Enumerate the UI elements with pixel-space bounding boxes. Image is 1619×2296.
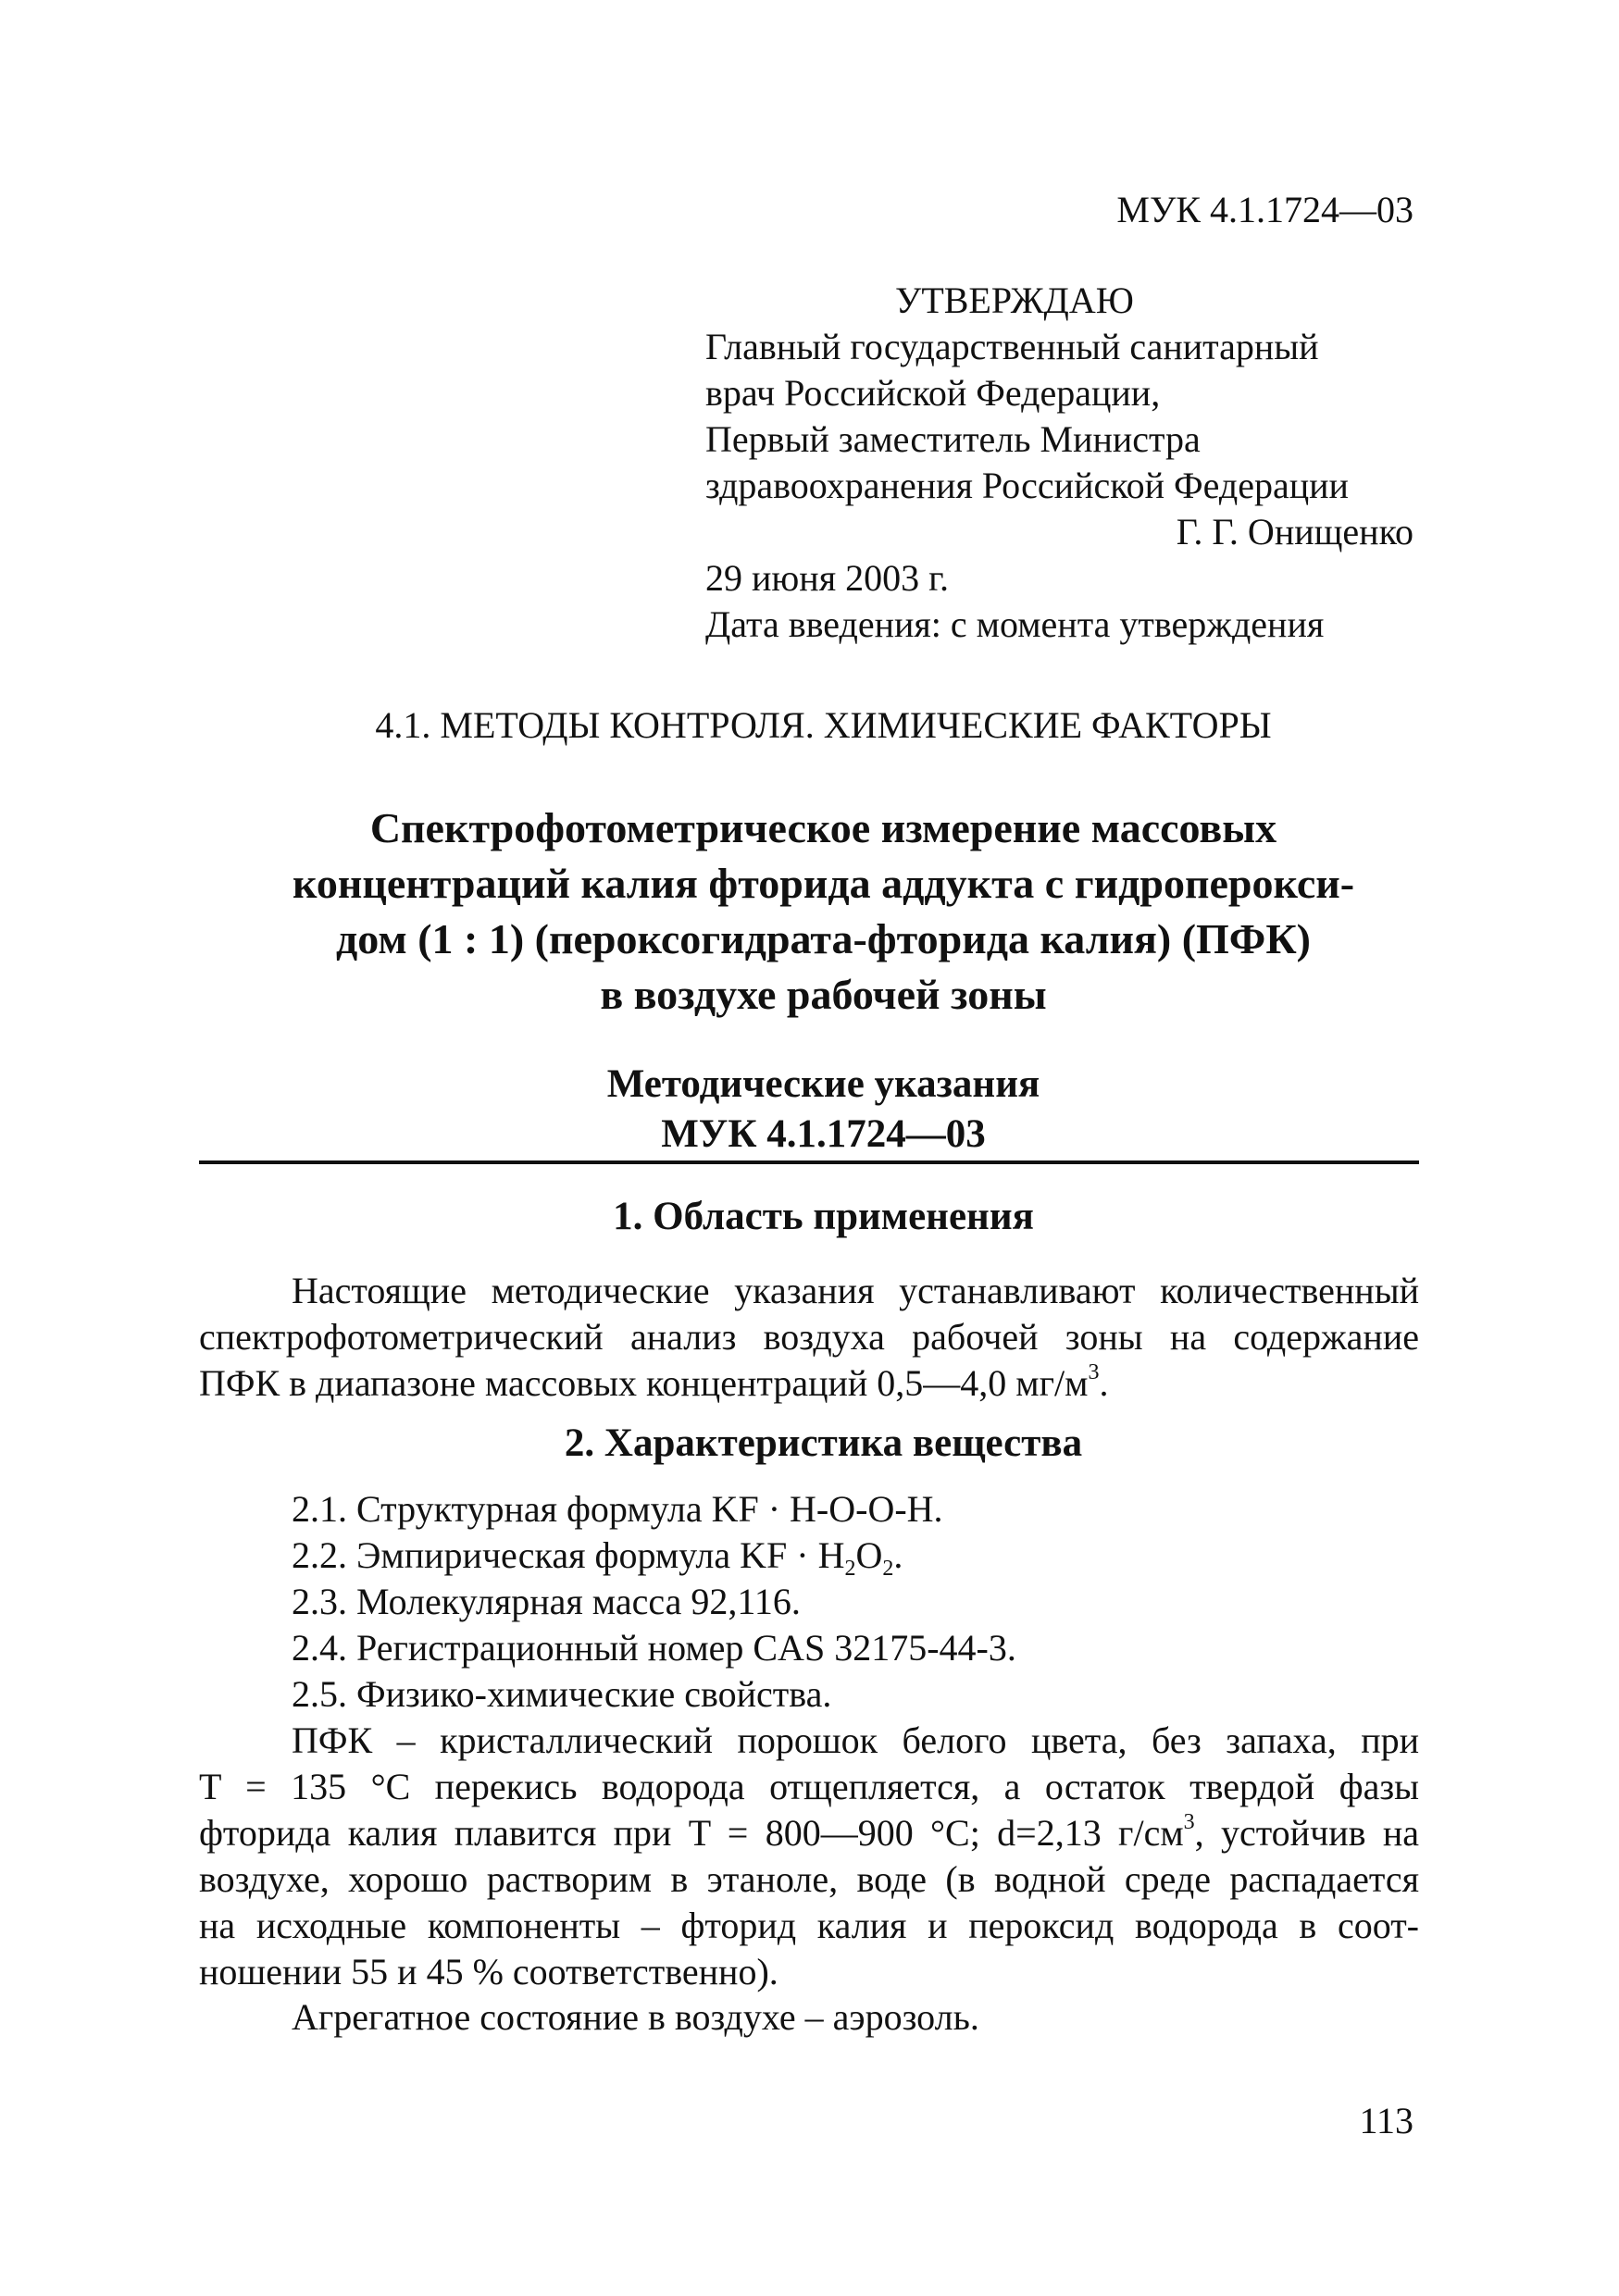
document-title bbox=[0, 800, 1619, 1023]
introduction-date: Дата введения: с момента утверждения bbox=[705, 603, 1325, 645]
paragraph-line: воздухе, хорошо растворим в этаноле, воде (в водной среде распадается bbox=[199, 1858, 1419, 1900]
paragraph-line: T = 135 °C перекись водорода отщепляется, а остаток твердой фазы bbox=[199, 1766, 1419, 1807]
paragraph-line: спектрофотометрический анализ воздуха рабочей зоны на содержание bbox=[199, 1316, 1419, 1358]
document-subtitle bbox=[0, 1060, 1619, 1160]
paragraph-line: ношении 55 и 45 % соответственно). bbox=[199, 1951, 778, 1992]
section-1-paragraph bbox=[199, 1268, 1419, 1407]
title-line: Спектрофотометрическое измерение массовых bbox=[369, 804, 1277, 851]
list-item: 2.3. Молекулярная масса 92,116. bbox=[292, 1581, 801, 1622]
approval-line: Первый заместитель Министра bbox=[705, 418, 1201, 460]
subtitle-code: МУК 4.1.1724—03 bbox=[661, 1112, 986, 1156]
list-item: 2.4. Регистрационный номер CAS 32175-44-3. bbox=[292, 1627, 1016, 1669]
list-item: 2.1. Структурная формула KF · H-O-O-H. bbox=[292, 1488, 943, 1530]
title-line: в воздухе рабочей зоны bbox=[600, 971, 1047, 1018]
section-header: 4.1. МЕТОДЫ КОНТРОЛЯ. ХИМИЧЕСКИЕ ФАКТОРЫ bbox=[375, 704, 1272, 746]
list-item: 2.5. Физико-химические свойства. bbox=[292, 1673, 832, 1715]
document-code: МУК 4.1.1724—03 bbox=[1116, 189, 1414, 230]
approval-heading: УТВЕРЖДАЮ bbox=[895, 279, 1134, 321]
title-line: концентраций калия фторида аддукта с гидроперокси- bbox=[292, 860, 1355, 907]
properties-paragraph bbox=[199, 1718, 1419, 1995]
aggregate-state: Агрегатное состояние в воздухе – аэрозоль. bbox=[292, 1996, 979, 2038]
page-number: 113 bbox=[1359, 2100, 1414, 2141]
section-1-heading: 1. Область применения bbox=[613, 1195, 1034, 1238]
horizontal-rule bbox=[199, 1160, 1419, 1164]
paragraph-line: Настоящие методические указания устанавливают количественный bbox=[292, 1270, 1419, 1311]
approval-signer: Г. Г. Онищенко bbox=[1176, 511, 1414, 552]
paragraph-line: ПФК – кристаллический порошок белого цвета, без запаха, при bbox=[292, 1719, 1419, 1761]
approval-block bbox=[705, 278, 1414, 648]
list-item: 2.2. Эмпирическая формула KF · $H_2O_2$. bbox=[292, 1534, 903, 1581]
approval-line: здравоохранения Российской Федерации bbox=[705, 465, 1349, 506]
approval-line: Главный государственный санитарный bbox=[705, 326, 1319, 367]
paragraph-line: фторида калия плавится при T = 800—900 °C; d=2,13 $г/см^3$, устойчив на bbox=[199, 1810, 1419, 1854]
paragraph-line: ПФК в диапазоне массовых концентраций 0,5—4,0 $мг/м^3$. bbox=[199, 1360, 1109, 1404]
subtitle-line: Методические указания bbox=[606, 1062, 1040, 1106]
section-2-heading: 2. Характеристика вещества bbox=[564, 1421, 1083, 1465]
title-line: дом (1 : 1) (пероксогидрата-фторида калия) (ПФК) bbox=[336, 915, 1311, 962]
paragraph-line: на исходные компоненты – фторид калия и пероксид водорода в соот- bbox=[199, 1905, 1419, 1946]
properties-list bbox=[292, 1486, 1016, 1718]
approval-line: врач Российской Федерации, bbox=[705, 372, 1161, 414]
approval-date: 29 июня 2003 г. bbox=[705, 557, 949, 599]
